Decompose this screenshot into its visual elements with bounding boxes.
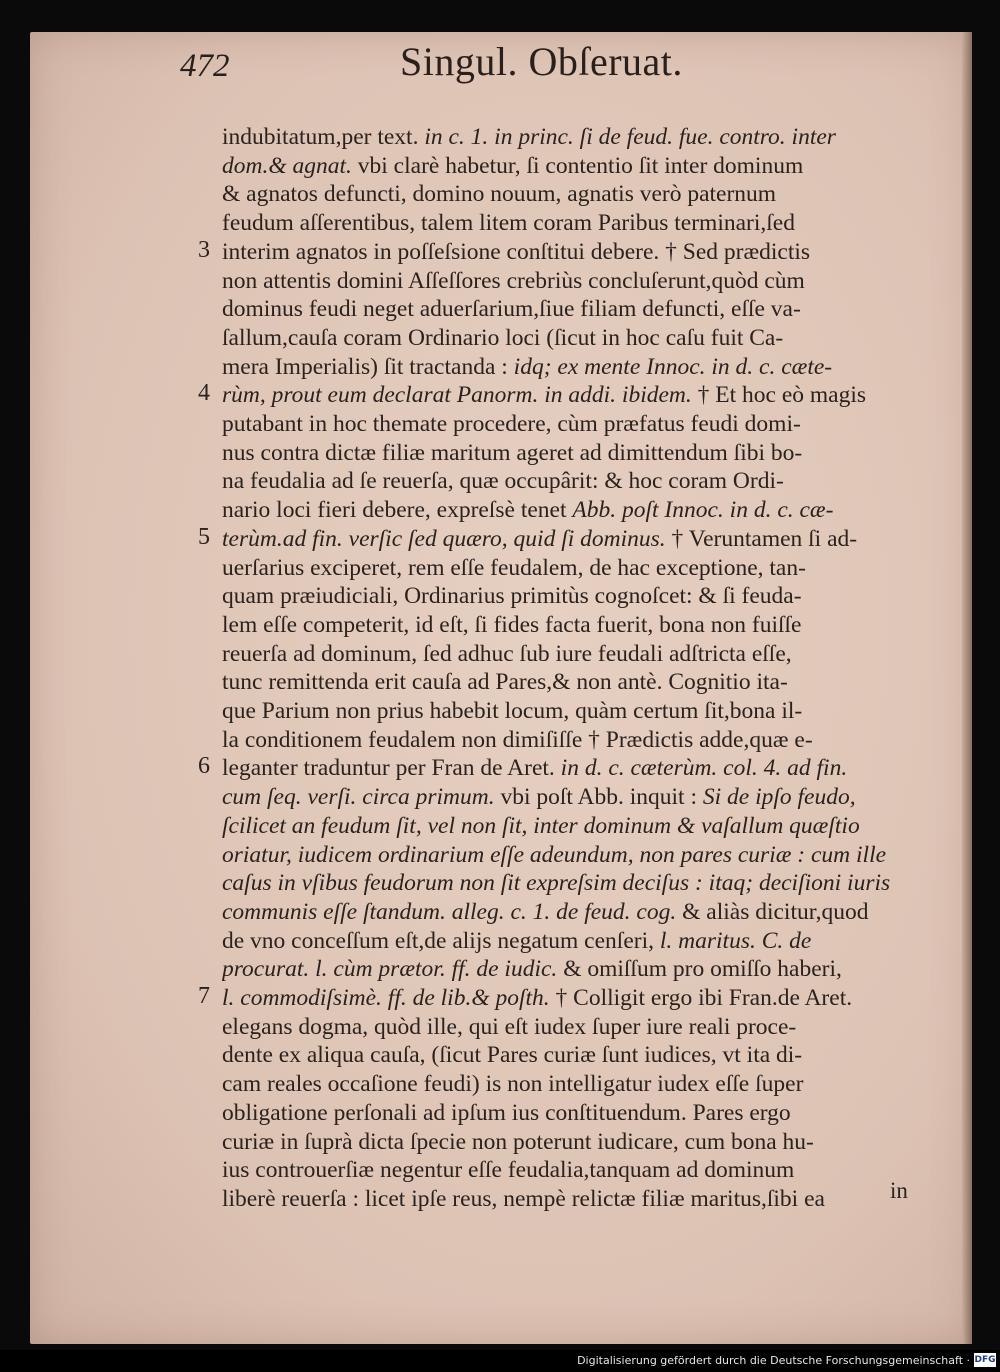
text-segment: tunc remittenda erit cauſa ad Pares,& non antè. Cognitio ita- <box>222 669 788 696</box>
text-segment: & agnatos defuncti, domino nouum, agnatis verò paternum <box>222 181 777 208</box>
text-segment: procurat. l. cùm prætor. ff. de iudic. <box>222 956 558 983</box>
text-line <box>222 294 912 324</box>
footer-credit: Digitalisierung gefördert durch die Deutsche Forschungsgemeinschaft · <box>577 1354 970 1367</box>
text-segment: terùm.ad fin. verſic ſed quæro, quid ſi dominus. <box>222 525 666 552</box>
text-line <box>222 1184 912 1214</box>
text-segment: quam præiudiciali, Ordinarius primitùs cognoſcet: & ſi feuda- <box>222 583 802 610</box>
catchword: in <box>890 1178 908 1203</box>
text-segment: Si de ipſo feudo, <box>702 784 856 811</box>
margin-number: 6 <box>198 753 210 780</box>
margin-number: 3 <box>198 236 210 263</box>
text-segment: & aliàs dicitur,quod <box>676 898 869 925</box>
text-segment: elegans dogma, quòd ille, qui eſt iudex ſuper iure reali proce- <box>222 1013 797 1040</box>
text-segment: cam reales occaſione feudi) is non intelligatur iudex eſſe ſuper <box>222 1071 804 1098</box>
text-line <box>222 1155 912 1185</box>
text-segment: & omiſſum pro omiſſo haberi, <box>557 956 842 983</box>
text-line <box>222 380 912 410</box>
text-segment: † Colligit ergo ibi Fran.de Aret. <box>549 985 853 1011</box>
text-line <box>222 208 912 238</box>
margin-number: 5 <box>198 523 210 550</box>
text-line <box>222 1098 912 1128</box>
text-line <box>222 667 912 697</box>
text-segment: communis eſſe ſtandum. <box>222 898 446 925</box>
text-segment: leganter traduntur per Fran de Aret. <box>222 755 561 782</box>
text-segment: de vno conceſſum eſt,de alijs negatum cenſeri, <box>222 927 660 954</box>
text-segment: indubitatum,per text. <box>222 124 425 150</box>
text-line <box>222 926 912 956</box>
text-segment: Abb. poſt Innoc. in d. c. cæ- <box>572 497 834 524</box>
text-segment: mera Imperialis) ſit tractanda : <box>222 353 514 380</box>
running-title: Singul. Obſeruat. <box>400 39 683 84</box>
text-segment: † Et hoc eò magis <box>691 382 867 409</box>
text-segment: la conditionem feudalem non dimiſiſſe † Prædictis adde,quæ e- <box>222 726 813 753</box>
text-line <box>222 466 912 496</box>
text-line <box>222 495 912 525</box>
text-line <box>222 696 912 726</box>
text-segment: vbi clarè habetur, ſi contentio ſit inter dominum <box>351 152 804 179</box>
text-segment: curiæ in ſuprà dicta ſpecie non poterunt iudicare, cum bona hu- <box>222 1128 814 1155</box>
page-number: 472 <box>180 48 230 84</box>
text-line <box>222 122 912 152</box>
dfg-logo-icon: DFG <box>974 1355 996 1365</box>
text-segment: idq; ex mente Innoc. in d. c. cæte- <box>513 353 833 380</box>
text-line <box>222 1012 912 1042</box>
text-line <box>222 553 912 583</box>
text-segment: l. commodiſsimè. ff. de lib.& poſth. <box>222 985 550 1011</box>
text-segment: in d. c. cæterùm. col. 4. ad fin. <box>560 755 848 782</box>
text-segment: obligatione perſonali ad ipſum ius conſtituendum. Pares ergo <box>222 1099 791 1126</box>
text-segment: dominus feudi neget aduerſarium,ſiue filiam defuncti, eſſe va- <box>222 296 801 323</box>
text-segment: † Veruntamen ſi ad- <box>665 525 858 552</box>
text-line <box>222 983 912 1013</box>
text-line <box>222 811 912 841</box>
text-line <box>222 954 912 984</box>
text-line <box>222 151 912 181</box>
text-segment: lem eſſe competerit, id eſt, ſi fides facta fuerit, bona non fuiſſe <box>222 611 802 638</box>
text-segment: caſus in vſibus feudorum non ſit expreſsim deciſus : itaq; deciſioni iuris <box>222 870 891 897</box>
text-line <box>222 1040 912 1070</box>
text-line <box>222 409 912 439</box>
text-segment: interim agnatos in poſſeſsione conſtitui debere. † Sed prædictis <box>222 238 811 265</box>
text-segment: que Parium non prius habebit locum, quàm certum ſit,bona il- <box>222 698 803 724</box>
text-line <box>222 179 912 209</box>
text-line <box>222 897 912 927</box>
text-line <box>222 782 912 812</box>
text-segment: rùm, prout eum declarat Panorm. in addi. ibidem. <box>222 382 692 409</box>
footer-bar <box>0 1350 1000 1372</box>
text-line <box>222 581 912 611</box>
text-line <box>222 639 912 669</box>
text-line <box>222 438 912 468</box>
text-segment: putabant in hoc themate procedere, cùm præfatus feudi domi- <box>222 411 801 437</box>
text-segment: oriatur, iudicem ordinarium eſſe adeundum, non pares curiæ : cum ille <box>222 841 887 868</box>
margin-number: 7 <box>198 983 210 1009</box>
text-segment: non attentis domini Aſſeſſores crebriùs concluſerunt,quòd cùm <box>222 267 805 294</box>
text-segment: na feudalia ad ſe reuerſa, quæ occupârit: & hoc coram Ordi- <box>222 468 784 495</box>
text-segment: uerſarius exciperet, rem eſſe feudalem, de hac exceptione, tan- <box>222 554 806 581</box>
text-line <box>222 352 912 382</box>
text-segment: vbi poſt Abb. inquit : <box>494 784 703 811</box>
text-segment: nario loci fieri debere, expreſsè tenet <box>222 497 573 524</box>
text-line <box>222 323 912 353</box>
text-line <box>222 237 912 267</box>
text-segment: in c. 1. in princ. ſi de feud. fue. contro. inter <box>424 124 836 150</box>
text-segment: cum ſeq. verſi. circa primum. <box>222 784 495 811</box>
text-line <box>222 610 912 640</box>
text-segment: nus contra dictæ filiæ maritum ageret ad dimittendum ſibi bo- <box>222 439 803 466</box>
text-line <box>222 1127 912 1157</box>
text-line <box>222 1069 912 1099</box>
text-segment: liberè reuerſa : licet ipſe reus, nempè relictæ filiæ maritus,ſibi ea <box>222 1185 825 1212</box>
text-segment: alleg. c. 1. de feud. cog. <box>445 898 677 925</box>
text-segment: ſallum,cauſa coram Ordinario loci (ſicut in hoc caſu fuit Ca- <box>222 324 784 351</box>
text-line <box>222 840 912 870</box>
text-segment: ſcilicet an feudum ſit, vel non ſit, inter dominum & vaſallum quæſtio <box>222 812 860 839</box>
text-line <box>222 266 912 296</box>
text-segment: reuerſa ad dominum, ſed adhuc ſub iure feudali adſtricta eſſe, <box>222 640 792 667</box>
text-line <box>222 753 912 783</box>
margin-number: 4 <box>198 380 210 407</box>
text-segment: feudum aſſerentibus, talem litem coram Paribus terminari,ſed <box>222 210 795 237</box>
text-segment: dom.& agnat. <box>222 152 352 179</box>
text-line <box>222 524 912 554</box>
text-line <box>222 868 912 898</box>
text-segment: ius controuerſiæ negentur eſſe feudalia,tanquam ad dominum <box>222 1157 795 1184</box>
text-line <box>222 725 912 755</box>
text-segment: dente ex aliqua cauſa, (ſicut Pares curiæ ſunt iudices, vt ita di- <box>222 1042 803 1069</box>
text-segment: l. maritus. C. de <box>659 927 812 954</box>
